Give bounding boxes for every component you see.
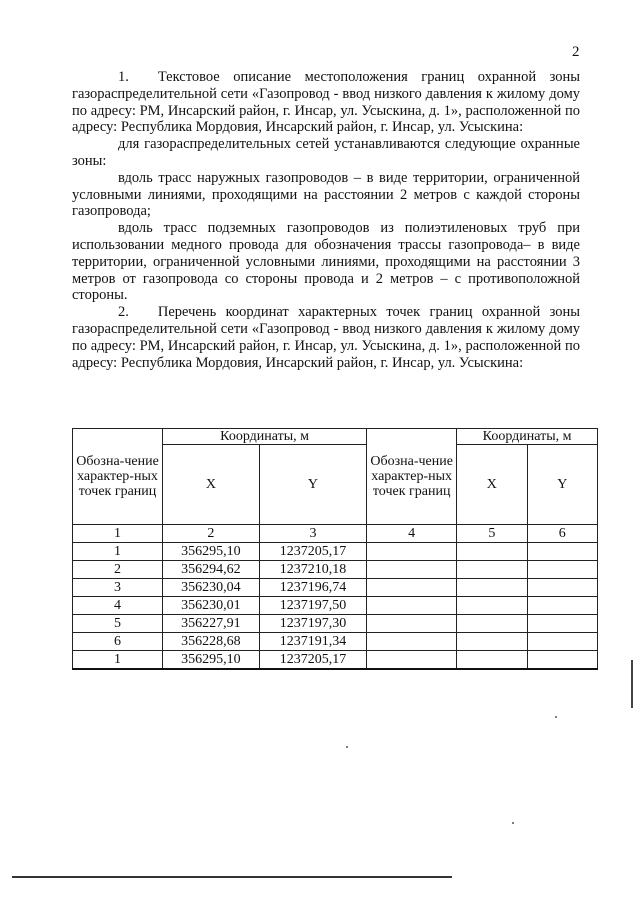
coordinates-table — [72, 428, 598, 670]
coord-y: 1237205,17 — [259, 651, 366, 670]
table-row — [73, 633, 598, 651]
coord-x: 356230,04 — [163, 579, 260, 597]
coord-y: 1237197,50 — [259, 597, 366, 615]
header-x-right: X — [457, 445, 527, 525]
coord-x: 356295,10 — [163, 543, 260, 561]
empty-cell — [527, 597, 597, 615]
document-body — [72, 69, 580, 371]
table-row — [73, 615, 598, 633]
scan-speck — [512, 822, 514, 824]
coord-y: 1237197,30 — [259, 615, 366, 633]
point-id: 4 — [73, 597, 163, 615]
header-point-right: Обозна-чение характер-ных точек границ — [367, 429, 457, 525]
point-id: 1 — [73, 543, 163, 561]
header-point-left: Обозна-чение характер-ных точек границ — [73, 429, 163, 525]
column-number: 3 — [259, 525, 366, 543]
table-row — [73, 651, 598, 670]
empty-cell — [367, 543, 457, 561]
header-y-left: Y — [259, 445, 366, 525]
header-y-right: Y — [527, 445, 597, 525]
empty-cell — [527, 543, 597, 561]
empty-cell — [457, 543, 527, 561]
empty-cell — [367, 651, 457, 670]
empty-cell — [527, 651, 597, 670]
paragraph-underground-pipes: вдоль трасс подземных газопроводов из полиэтиленовых труб при использовании медного провода для обозначения трассы газопровода– в виде территории, ограниченной условными линиями, проходящими на расстоянии 3 метров от газопровода со стороны провода и 2 метров – с противоположной стороны. — [72, 220, 580, 304]
empty-cell — [527, 633, 597, 651]
empty-cell — [457, 615, 527, 633]
paragraph-section-1: 1. Текстовое описание местоположения границ охранной зоны газораспределительной сети «Газопровод - ввод низкого давления к жилому дому по адресу: РМ, Инсарский район, г. Инсар, ул. Усыскина, д. 1», расположенной по адресу: Республика Мордовия, Инсарский район, г. Инсар, ул. Усыскина: — [72, 69, 580, 136]
point-id: 2 — [73, 561, 163, 579]
column-number: 4 — [367, 525, 457, 543]
paragraph-section-2: 2. Перечень координат характерных точек границ охранной зоны газораспределительной сети «Газопровод - ввод низкого давления к жилому дому по адресу: РМ, Инсарский район, г. Инсар, ул. Усыскина, д. 1», расположенной по адресу: Республика Мордовия, Инсарский район, г. Инсар, ул. Усыскина: — [72, 304, 580, 371]
empty-cell — [367, 579, 457, 597]
coord-x: 356294,62 — [163, 561, 260, 579]
point-id: 6 — [73, 633, 163, 651]
header-coords-right: Координаты, м — [457, 429, 598, 445]
empty-cell — [527, 579, 597, 597]
empty-cell — [457, 633, 527, 651]
point-id: 1 — [73, 651, 163, 670]
column-number: 1 — [73, 525, 163, 543]
coord-x: 356295,10 — [163, 651, 260, 670]
empty-cell — [457, 597, 527, 615]
coord-y: 1237196,74 — [259, 579, 366, 597]
empty-cell — [367, 597, 457, 615]
coord-y: 1237210,18 — [259, 561, 366, 579]
coord-y: 1237205,17 — [259, 543, 366, 561]
table-row — [73, 597, 598, 615]
point-id: 5 — [73, 615, 163, 633]
scan-speck — [555, 716, 557, 718]
column-number: 2 — [163, 525, 260, 543]
empty-cell — [367, 633, 457, 651]
coord-x: 356227,91 — [163, 615, 260, 633]
empty-cell — [367, 561, 457, 579]
header-x-left: X — [163, 445, 260, 525]
paragraph-external-pipes: вдоль трасс наружных газопроводов – в виде территории, ограниченной условными линиями, проходящими на расстоянии 2 метров с каждой стороны газопровода; — [72, 169, 580, 220]
empty-cell — [457, 651, 527, 670]
bottom-rule — [12, 876, 452, 878]
page-number: 2 — [572, 44, 580, 60]
empty-cell — [367, 615, 457, 633]
empty-cell — [457, 561, 527, 579]
empty-cell — [527, 615, 597, 633]
column-number: 6 — [527, 525, 597, 543]
coord-x: 356228,68 — [163, 633, 260, 651]
coord-y: 1237191,34 — [259, 633, 366, 651]
table-row — [73, 579, 598, 597]
column-number: 5 — [457, 525, 527, 543]
header-coords-left: Координаты, м — [163, 429, 367, 445]
empty-cell — [457, 579, 527, 597]
table-row — [73, 561, 598, 579]
table-row — [73, 543, 598, 561]
scan-edge-mark — [631, 660, 633, 708]
paragraph-zones-intro: для газораспределительных сетей устанавливаются следующие охранные зоны: — [72, 136, 580, 169]
coord-x: 356230,01 — [163, 597, 260, 615]
column-number-row — [73, 525, 598, 543]
point-id: 3 — [73, 579, 163, 597]
scan-speck — [346, 746, 348, 748]
empty-cell — [527, 561, 597, 579]
